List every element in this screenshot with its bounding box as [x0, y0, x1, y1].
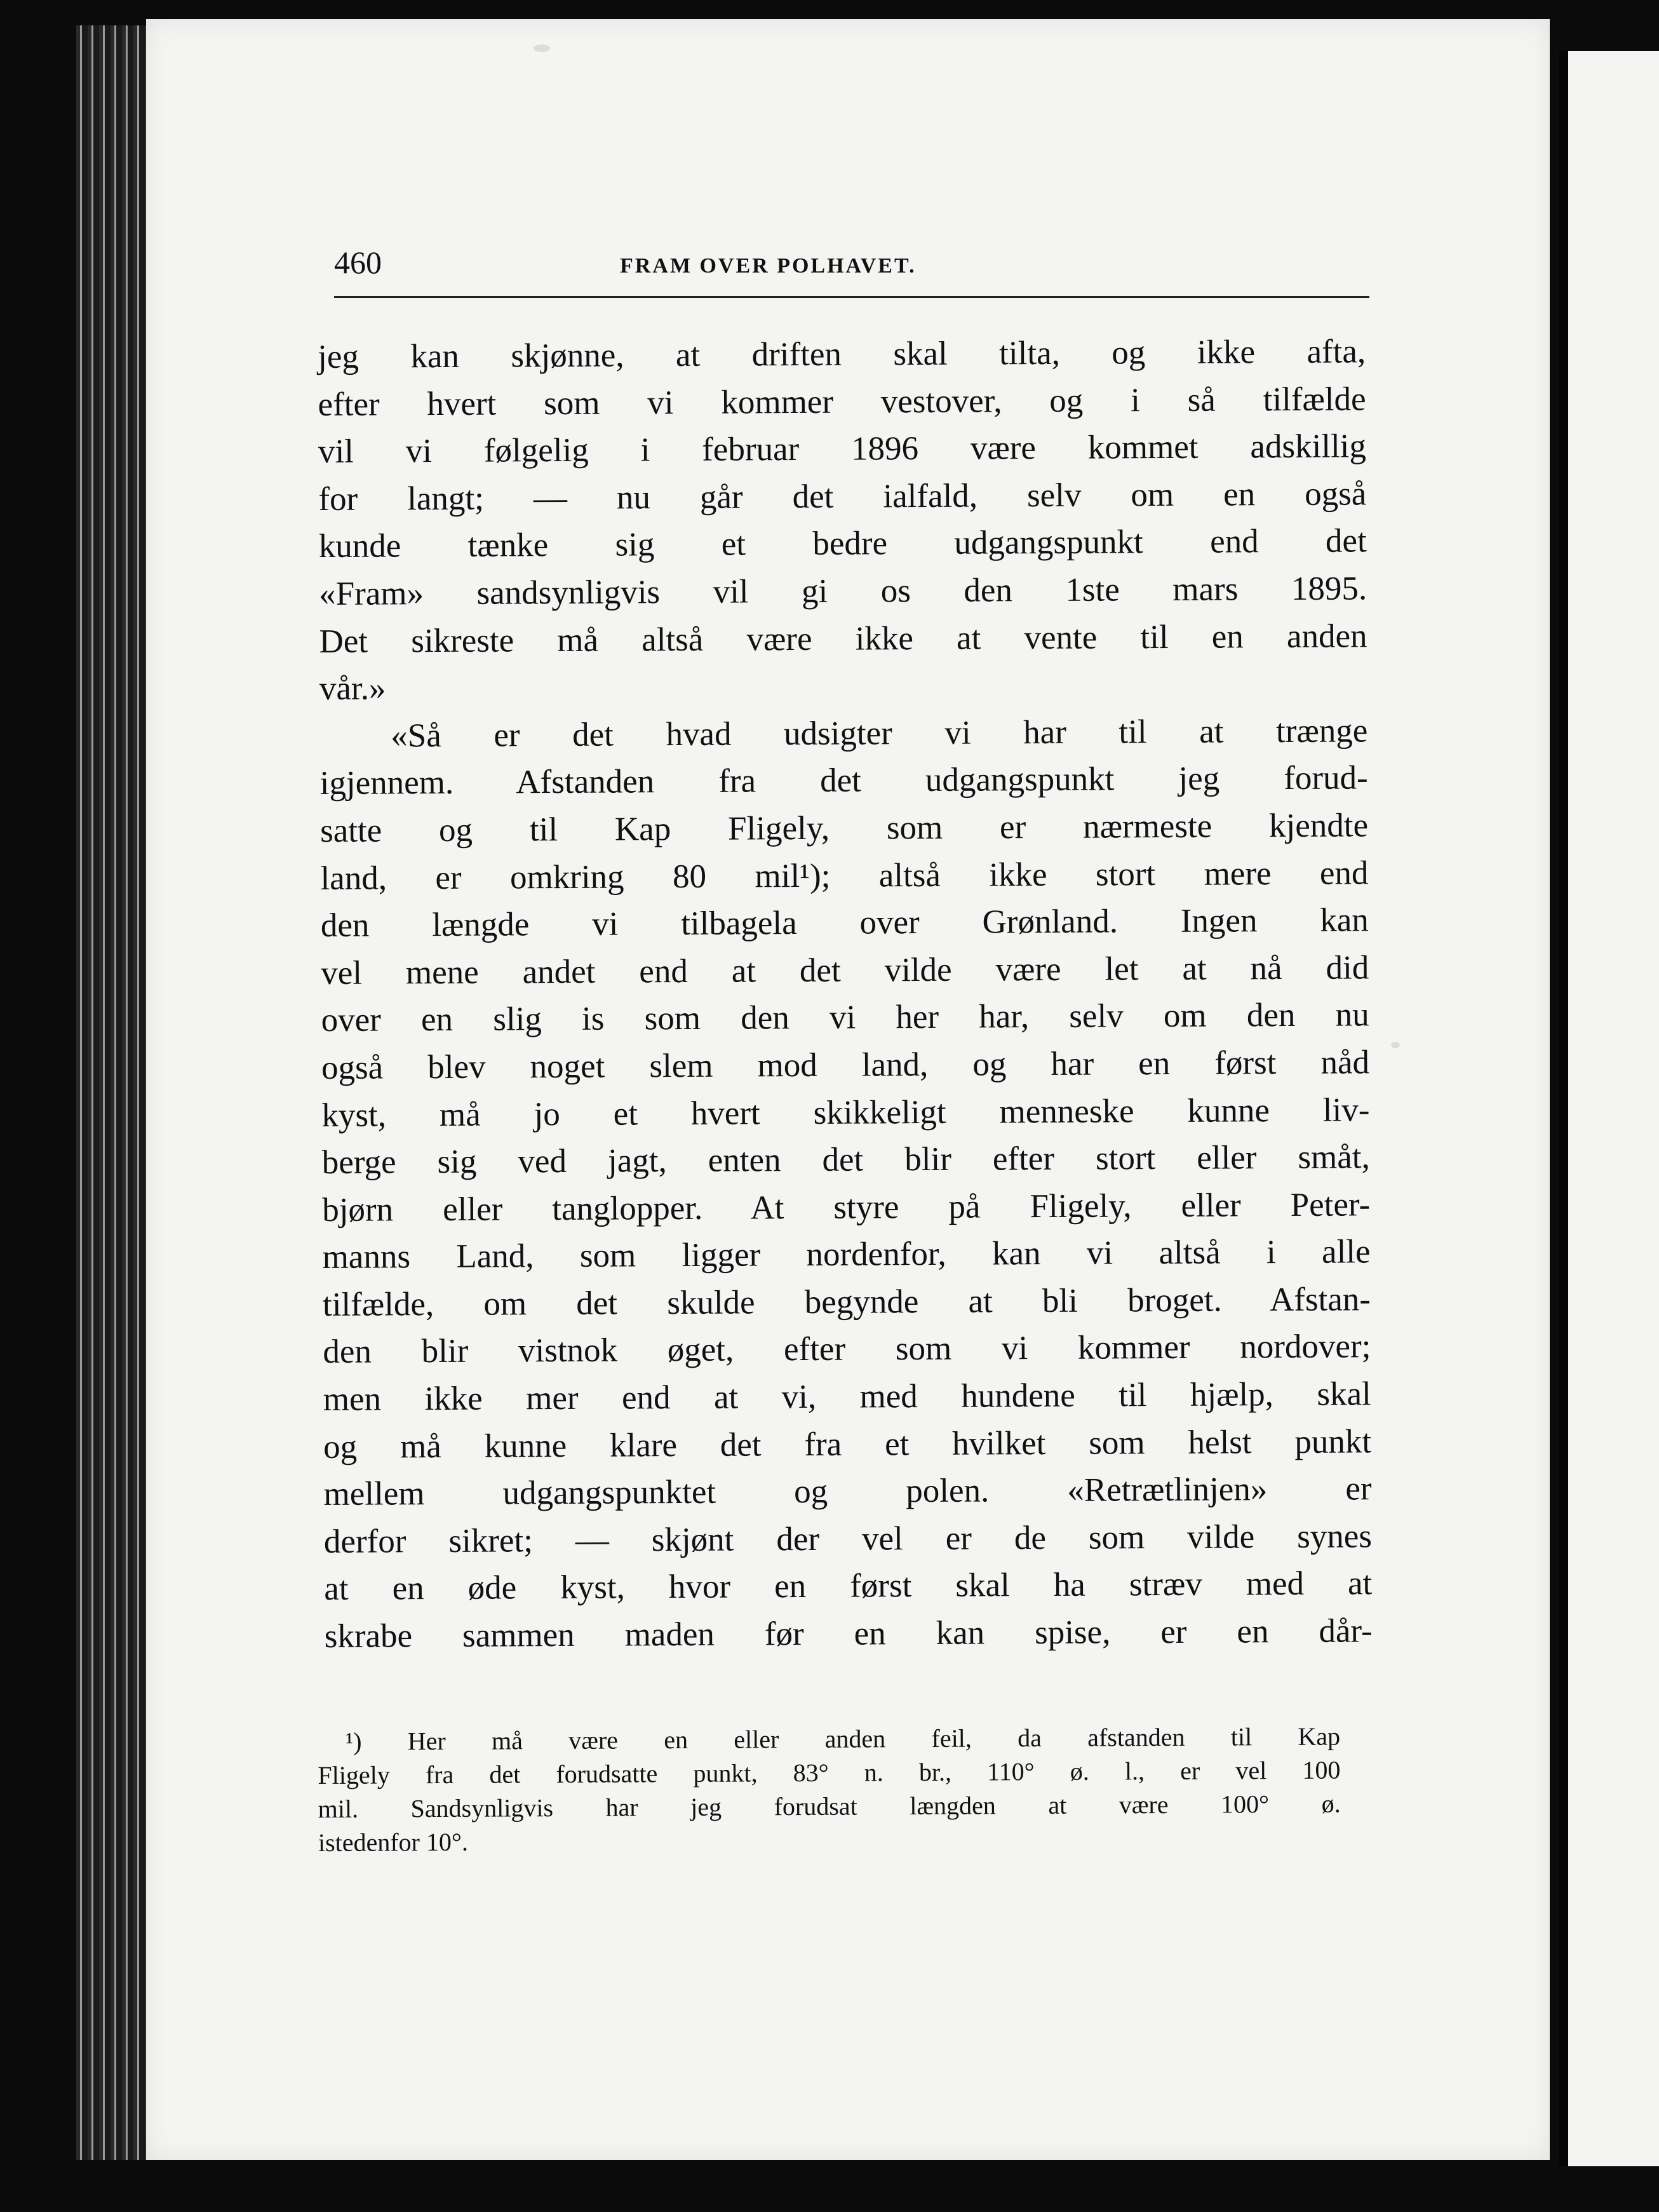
- footnote-line: mil. Sandsynligvis har jeg forudsat længden at være 100° ø.: [318, 1789, 1341, 1823]
- body-line: Det sikreste må altså være ikke at vente til en anden: [319, 617, 1367, 660]
- footnote-line: ¹) Her må være en eller anden feil, da afstanden til Kap: [346, 1722, 1341, 1756]
- body-line: land, er omkring 80 mil¹); altså ikke stort mere end: [320, 854, 1369, 897]
- book-binding-edge: [76, 25, 146, 2160]
- body-line: vår.»: [319, 670, 386, 708]
- footnote: [318, 1720, 1341, 1859]
- body-line: at en øde kyst, hvor en først skal ha stræv med at: [324, 1565, 1373, 1608]
- body-line: jeg kan skjønne, at driften skal tilta, og ikke afta,: [318, 333, 1366, 375]
- body-line: den længde vi tilbagela over Grønland. Ingen kan: [320, 901, 1369, 945]
- body-line: «Så er det hvad udsigter vi har til at trænge: [391, 712, 1368, 755]
- footnote-line: istedenfor 10°.: [318, 1827, 469, 1857]
- adjacent-page-edge: [1559, 51, 1659, 2166]
- body-line: kyst, må jo et hvert skikkeligt menneske kunne liv-: [321, 1091, 1370, 1134]
- page-header: [334, 235, 1369, 298]
- body-line: tilfælde, om det skulde begynde at bli broget. Afstan-: [322, 1281, 1371, 1323]
- body-line: igjennem. Afstanden fra det udgangspunkt jeg forud-: [319, 759, 1368, 802]
- body-line: også blev noget slem mod land, og har en først nåd: [321, 1044, 1370, 1086]
- body-line: skrabe sammen maden før en kan spise, er en dår-: [324, 1612, 1373, 1656]
- body-line: «Fram» sandsynligvis vil gi os den 1ste mars 1895.: [318, 570, 1367, 612]
- running-title: FRAM OVER POLHAVET.: [620, 254, 917, 278]
- body-line: satte og til Kap Fligely, som er nærmeste kjendte: [319, 807, 1369, 849]
- body-line: over en slig is som den vi her har, selv om den nu: [321, 996, 1369, 1039]
- body-line: bjørn eller tanglopper. At styre på Fligely, eller Peter-: [322, 1186, 1371, 1229]
- body-line: berge sig ved jagt, enten det blir efter stort eller småt,: [321, 1138, 1370, 1182]
- body-line: derfor sikret; — skjønt der vel er de som vilde synes: [323, 1518, 1373, 1560]
- body-line: og må kunne klare det fra et hvilket som helst punkt: [323, 1422, 1372, 1466]
- footnote-line: Fligely fra det forudsatte punkt, 83° n. br., 110° ø. l., er vel 100: [318, 1755, 1341, 1790]
- body-line: vel mene andet end at det vilde være let at nå did: [321, 949, 1369, 992]
- body-text: [318, 328, 1373, 1660]
- body-line: mellem udgangspunktet og polen. «Retrætlinjen» er: [323, 1470, 1372, 1513]
- body-line: kunde tænke sig et bedre udgangspunkt end det: [318, 522, 1367, 565]
- body-line: efter hvert som vi kommer vestover, og i så tilfælde: [318, 380, 1366, 423]
- body-line: for langt; — nu går det ialfald, selv om en også: [318, 475, 1367, 518]
- body-line: men ikke mer end at vi, med hundene til hjælp, skal: [323, 1375, 1371, 1419]
- body-line: manns Land, som ligger nordenfor, kan vi altså i alle: [322, 1233, 1371, 1276]
- body-line: vil vi følgelig i februar 1896 være kommet adskillig: [318, 428, 1367, 471]
- body-line: den blir vistnok øget, efter som vi kommer nordover;: [323, 1328, 1371, 1371]
- page-number: 460: [334, 245, 382, 280]
